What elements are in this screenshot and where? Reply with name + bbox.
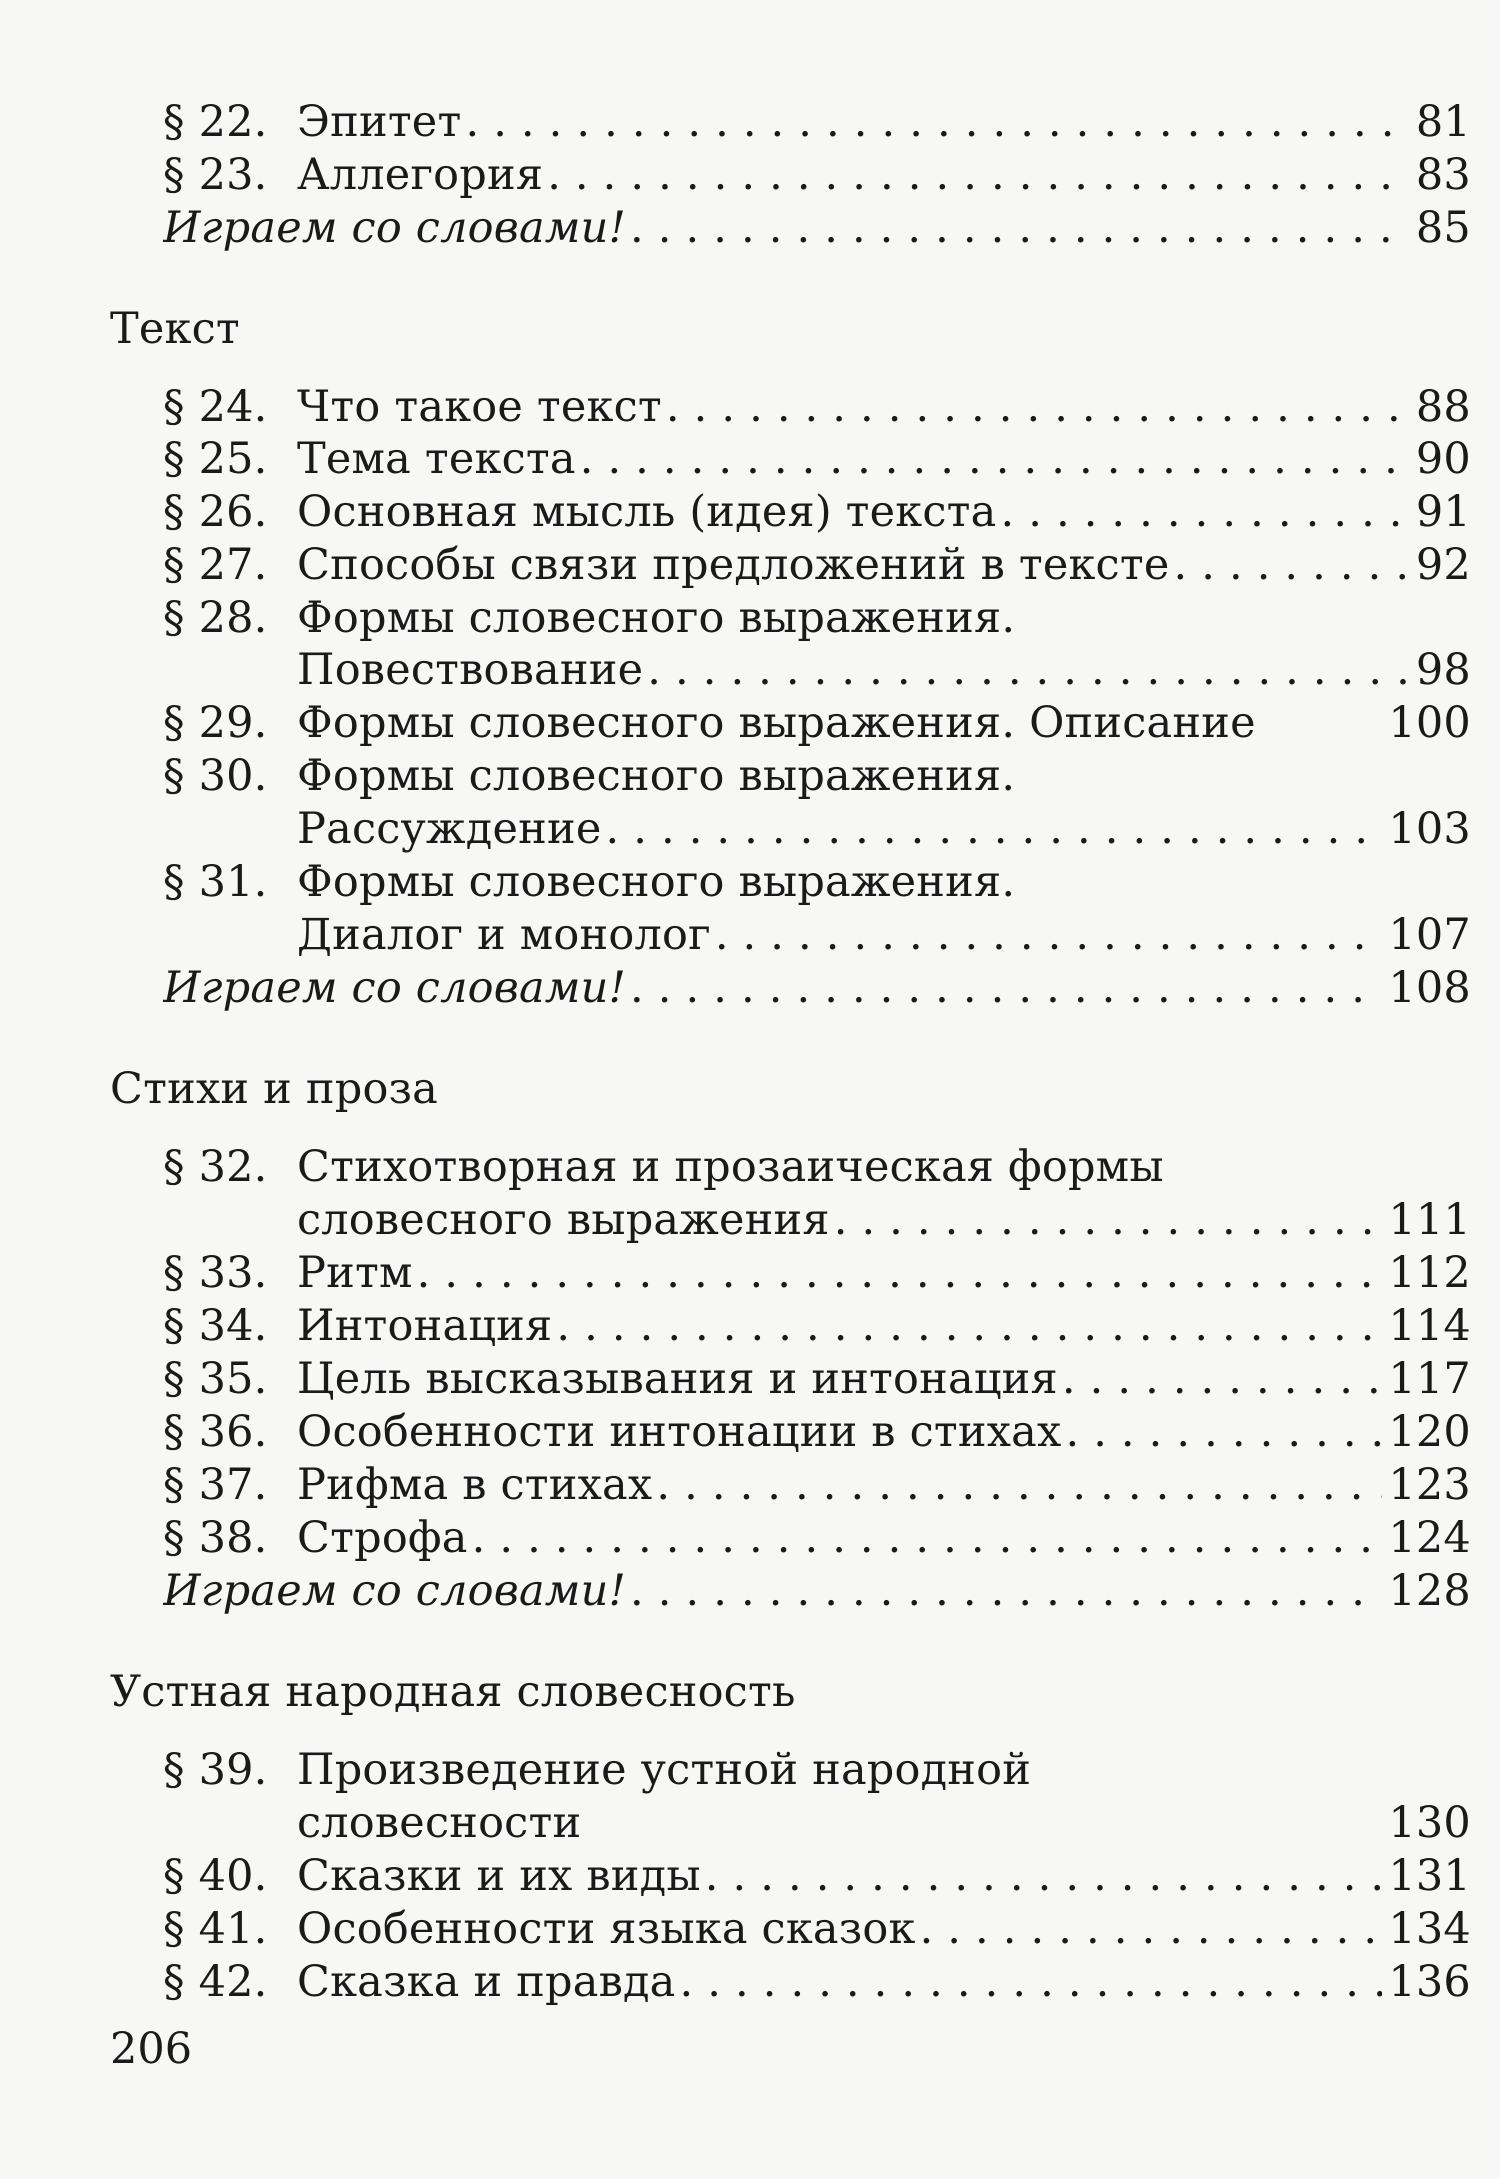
leader-dots — [630, 201, 1410, 255]
toc-entry-37 — [163, 1458, 1471, 1512]
page-number: 134 — [1388, 1904, 1471, 1954]
page-number: 128 — [1388, 1566, 1471, 1616]
toc-entry-38 — [163, 1511, 1471, 1565]
chapter-heading-text: Текст — [110, 304, 240, 354]
section-number: § 26. — [163, 487, 268, 537]
page-number: 81 — [1415, 97, 1471, 147]
page-number: 91 — [1415, 487, 1471, 537]
toc-entry-22 — [163, 95, 1471, 149]
leader-dots — [705, 1849, 1383, 1903]
section-title: Тема текста — [297, 434, 576, 484]
page-number: 83 — [1415, 150, 1471, 200]
section-title: Формы словесного выражения. — [297, 593, 1016, 643]
toc-entry-41 — [163, 1902, 1471, 1956]
leader-dots — [556, 1299, 1382, 1353]
leader-dots — [580, 432, 1410, 486]
leader-dots — [1173, 538, 1409, 592]
toc-entry-40 — [163, 1849, 1471, 1903]
page-number: 120 — [1388, 1407, 1471, 1457]
toc-entry-29 — [163, 696, 1471, 750]
section-number: § 32. — [163, 1142, 268, 1192]
section-number: § 24. — [163, 382, 268, 432]
section-title-continued: Повествование — [297, 645, 644, 695]
page-number: 90 — [1415, 434, 1471, 484]
section-number: § 40. — [163, 1851, 268, 1901]
section-number: § 23. — [163, 150, 268, 200]
leader-dots — [547, 148, 1410, 202]
leader-dots — [1000, 485, 1409, 539]
page-number: 100 — [1388, 698, 1471, 748]
page-number: 136 — [1388, 1957, 1471, 2007]
section-number: § 39. — [163, 1745, 268, 1795]
section-title: Произведение устной народной — [297, 1745, 1032, 1795]
toc-play-words-3 — [163, 1564, 1471, 1618]
leader-dots — [920, 1902, 1383, 1956]
page-number: 108 — [1388, 963, 1471, 1013]
toc-play-words-2 — [163, 961, 1471, 1015]
section-number: § 41. — [163, 1904, 268, 1954]
section-title-continued: Диалог и монолог — [297, 910, 711, 960]
section-title: Эпитет — [297, 97, 462, 147]
toc-play-words-1 — [163, 201, 1471, 255]
section-title: Играем со словами! — [163, 1566, 627, 1616]
section-number: § 34. — [163, 1301, 268, 1351]
toc-entry-34 — [163, 1299, 1471, 1353]
page-folio: 206 — [110, 2024, 193, 2074]
toc-entry-26 — [163, 485, 1471, 539]
page-number: 111 — [1388, 1195, 1471, 1245]
section-title-continued: словесности — [297, 1798, 582, 1848]
chapter-heading-oral-folk: Устная народная словесность — [110, 1667, 796, 1717]
section-number: § 28. — [163, 593, 268, 643]
section-title: Строфа — [297, 1513, 468, 1563]
page-number: 88 — [1415, 382, 1471, 432]
leader-dots — [834, 1193, 1383, 1247]
leader-dots — [630, 961, 1382, 1015]
section-title: Основная мысль (идея) текста — [297, 487, 997, 537]
section-title: Сказки и их виды — [297, 1851, 701, 1901]
toc-entry-30 — [163, 749, 1471, 803]
page-number: 92 — [1415, 540, 1471, 590]
page-number: 85 — [1415, 203, 1471, 253]
section-title: Интонация — [297, 1301, 553, 1351]
section-title-continued: словесного выражения — [297, 1195, 830, 1245]
toc-entry-31 — [163, 855, 1471, 909]
section-number: § 42. — [163, 1957, 268, 2007]
toc-entry-35 — [163, 1352, 1471, 1406]
leader-dots — [656, 1458, 1382, 1512]
leader-dots — [630, 1564, 1382, 1618]
page-number: 107 — [1388, 910, 1471, 960]
toc-entry-30-continued — [297, 802, 1471, 856]
toc-entry-39-continued — [297, 1796, 1471, 1850]
toc-entry-32 — [163, 1140, 1471, 1194]
leader-dots — [465, 95, 1409, 149]
toc-entry-25 — [163, 432, 1471, 486]
leader-dots — [605, 802, 1382, 856]
leader-dots — [666, 380, 1410, 434]
section-title: Что такое текст — [297, 382, 662, 432]
section-number: § 36. — [163, 1407, 268, 1457]
section-number: § 27. — [163, 540, 268, 590]
section-title: Особенности интонации в стихах — [297, 1407, 1062, 1457]
toc-entry-32-continued — [297, 1193, 1471, 1247]
section-title: Ритм — [297, 1248, 413, 1298]
leader-dots — [647, 643, 1410, 697]
toc-entry-42 — [163, 1955, 1471, 2009]
toc-entry-24 — [163, 380, 1471, 434]
leader-dots — [472, 1511, 1383, 1565]
page-number: 124 — [1388, 1513, 1471, 1563]
section-title: Играем со словами! — [163, 963, 627, 1013]
section-number: § 38. — [163, 1513, 268, 1563]
page-number: 117 — [1388, 1354, 1471, 1404]
section-title: Формы словесного выражения. — [297, 751, 1016, 801]
section-number: § 25. — [163, 434, 268, 484]
section-title: Рифма в стихах — [297, 1460, 653, 1510]
leader-dots — [417, 1246, 1383, 1300]
toc-entry-31-continued — [297, 908, 1471, 962]
section-title: Играем со словами! — [163, 203, 627, 253]
chapter-heading-verse-prose: Стихи и проза — [110, 1064, 439, 1114]
section-number: § 30. — [163, 751, 268, 801]
toc-entry-33 — [163, 1246, 1471, 1300]
section-number: § 29. — [163, 698, 268, 748]
section-number: § 22. — [163, 97, 268, 147]
section-title: Формы словесного выражения. Описание — [297, 698, 1256, 748]
leader-dots — [680, 1955, 1383, 2009]
page-number: 98 — [1415, 645, 1471, 695]
toc-entry-36 — [163, 1405, 1471, 1459]
page-number: 131 — [1388, 1851, 1471, 1901]
page-number: 130 — [1388, 1798, 1471, 1848]
page-number: 112 — [1388, 1248, 1471, 1298]
section-title: Стихотворная и прозаическая формы — [297, 1142, 1164, 1192]
section-title: Особенности языка сказок — [297, 1904, 916, 1954]
section-title-continued: Рассуждение — [297, 804, 602, 854]
toc-entry-23 — [163, 148, 1471, 202]
section-title: Сказка и правда — [297, 1957, 676, 2007]
toc-entry-28 — [163, 591, 1471, 645]
leader-dots — [1065, 1405, 1382, 1459]
leader-dots — [1062, 1352, 1382, 1406]
toc-entry-27 — [163, 538, 1471, 592]
section-title: Формы словесного выражения. — [297, 857, 1016, 907]
section-number: § 35. — [163, 1354, 268, 1404]
section-title: Способы связи предложений в тексте — [297, 540, 1170, 590]
section-title: Аллегория — [297, 150, 544, 200]
section-number: § 33. — [163, 1248, 268, 1298]
section-title: Цель высказывания и интонация — [297, 1354, 1058, 1404]
section-number: § 31. — [163, 857, 268, 907]
toc-entry-28-continued — [297, 643, 1471, 697]
page-number: 114 — [1388, 1301, 1471, 1351]
toc-entry-39 — [163, 1743, 1471, 1797]
page-number: 123 — [1388, 1460, 1471, 1510]
page-number: 103 — [1388, 804, 1471, 854]
section-number: § 37. — [163, 1460, 268, 1510]
leader-dots — [715, 908, 1383, 962]
